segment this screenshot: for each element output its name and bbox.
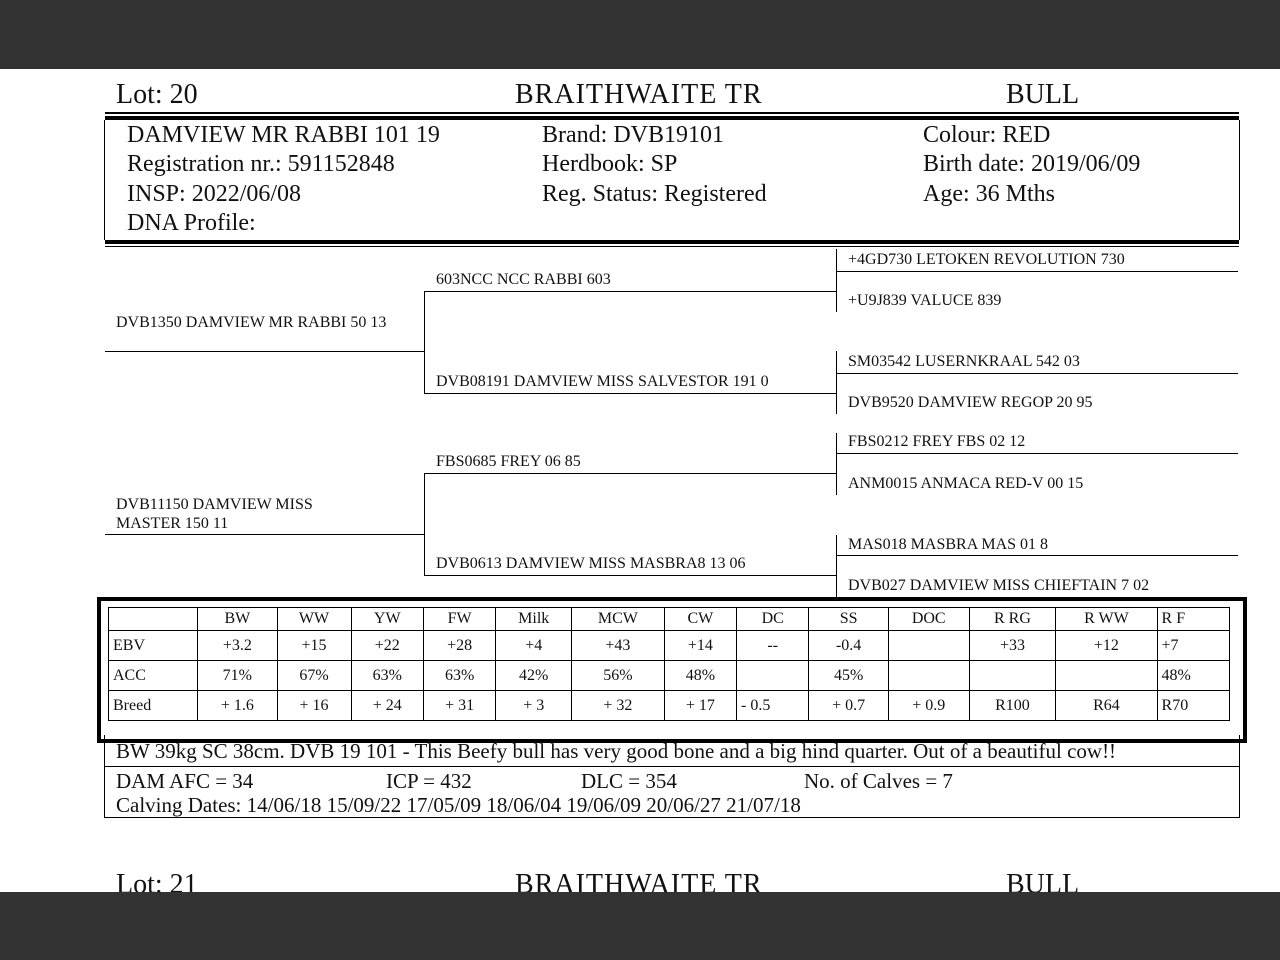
gg-7: MAS018 MASBRA MAS 01 8 [848, 536, 1049, 553]
catalog-page [0, 69, 1280, 892]
brand: Brand: DVB19101 [542, 122, 724, 148]
ebv-header-cell: DOC [888, 608, 969, 631]
gg-connector-4 [836, 535, 837, 597]
gg-divider-1 [836, 271, 1238, 272]
gg-divider-3 [836, 453, 1238, 454]
next-animal-sex: BULL [1006, 869, 1080, 892]
dna-profile: DNA Profile: [127, 210, 256, 236]
ebv-cell: +22 [351, 631, 423, 661]
ebv-cell: +14 [664, 631, 736, 661]
dam-afc: DAM AFC = 34 [116, 769, 254, 793]
dlc: DLC = 354 [581, 769, 677, 793]
acc-cell: 56% [572, 661, 665, 691]
gg-2: +U9J839 VALUCE 839 [848, 292, 1002, 309]
breed-row-label: Breed [109, 691, 198, 721]
age: Age: 36 Mths [923, 181, 1055, 207]
acc-cell: 63% [351, 661, 423, 691]
breed-cell: + 0.7 [809, 691, 888, 721]
herdbook: Herdbook: SP [542, 151, 678, 177]
acc-cell: 71% [198, 661, 277, 691]
breed-cell: + 1.6 [198, 691, 277, 721]
ebv-cell: +7 [1157, 631, 1229, 661]
ebv-cell: +33 [969, 631, 1056, 661]
ebv-header-cell: BW [198, 608, 277, 631]
animal-comment: BW 39kg SC 38cm. DVB 19 101 - This Beefy bull has very good bone and a big hind quarter. Out of a beautiful cow!! [116, 739, 1117, 763]
registration-number: Registration nr.: 591152848 [127, 151, 395, 177]
sire-line [105, 351, 424, 352]
ebv-header-cell [109, 608, 198, 631]
breed-cell: + 17 [664, 691, 736, 721]
dam-sire-line [424, 473, 836, 474]
sire-sire: 603NCC NCC RABBI 603 [436, 271, 611, 288]
ebv-row-label: EBV [109, 631, 198, 661]
acc-cell: 45% [809, 661, 888, 691]
ebv-cell: +3.2 [198, 631, 277, 661]
animal-name: DAMVIEW MR RABBI 101 19 [127, 122, 440, 148]
animal-sex: BULL [1006, 79, 1080, 110]
breed-cell: + 31 [423, 691, 495, 721]
gg-connector-2 [836, 351, 837, 414]
gg-5: FBS0212 FREY FBS 02 12 [848, 433, 1026, 450]
dam-line [105, 534, 424, 535]
ebv-header-cell: Milk [496, 608, 572, 631]
ebv-table [108, 607, 1230, 721]
ebv-header-cell: YW [351, 608, 423, 631]
ebv-header-cell: R RG [969, 608, 1056, 631]
next-breeder-name: BRAITHWAITE TR [515, 869, 763, 892]
colour: Colour: RED [923, 122, 1051, 148]
acc-cell: 48% [664, 661, 736, 691]
ebv-header-cell: FW [423, 608, 495, 631]
breed-cell: + 16 [277, 691, 351, 721]
gg-divider-2 [836, 373, 1238, 374]
acc-row [109, 661, 1230, 691]
sire: DVB1350 DAMVIEW MR RABBI 50 13 [116, 314, 387, 331]
info-rule-thin [105, 246, 1239, 247]
acc-cell [737, 661, 809, 691]
birth-date: Birth date: 2019/06/09 [923, 151, 1141, 177]
ebv-cell: +43 [572, 631, 665, 661]
gg-4: DVB9520 DAMVIEW REGOP 20 95 [848, 394, 1093, 411]
breed-cell: + 0.9 [888, 691, 969, 721]
breed-cell: - 0.5 [737, 691, 809, 721]
sire-connector [424, 291, 425, 393]
ebv-cell: +28 [423, 631, 495, 661]
acc-cell [969, 661, 1056, 691]
ebv-header-row [109, 608, 1230, 631]
ebv-header-cell: WW [277, 608, 351, 631]
gg-8: DVB027 DAMVIEW MISS CHIEFTAIN 7 02 [848, 577, 1150, 594]
gg-6: ANM0015 ANMACA RED-V 00 15 [848, 475, 1084, 492]
gg-1: +4GD730 LETOKEN REVOLUTION 730 [848, 251, 1125, 268]
gg-divider-4 [836, 555, 1238, 556]
breed-cell: + 3 [496, 691, 572, 721]
next-lot-number: Lot: 21 [116, 869, 198, 892]
ebv-cell: -0.4 [809, 631, 888, 661]
breed-cell: R64 [1056, 691, 1157, 721]
header-rule-thin [105, 112, 1239, 114]
breed-cell: R100 [969, 691, 1056, 721]
inspection-date: INSP: 2022/06/08 [127, 181, 302, 207]
breeder-name: BRAITHWAITE TR [515, 79, 763, 110]
number-of-calves: No. of Calves = 7 [804, 769, 953, 793]
ebv-cell: +4 [496, 631, 572, 661]
acc-cell: 67% [277, 661, 351, 691]
sire-dam: DVB08191 DAMVIEW MISS SALVESTOR 191 0 [436, 373, 769, 390]
dam-dam-line [424, 575, 836, 576]
gg-3: SM03542 LUSERNKRAAL 542 03 [848, 353, 1080, 370]
acc-cell [1056, 661, 1157, 691]
ebv-cell: +15 [277, 631, 351, 661]
breed-cell: + 24 [351, 691, 423, 721]
acc-cell: 63% [423, 661, 495, 691]
dam-dam: DVB0613 DAMVIEW MISS MASBRA8 13 06 [436, 555, 746, 572]
sire-sire-line [424, 291, 836, 292]
ebv-header-cell: R WW [1056, 608, 1157, 631]
registration-status: Reg. Status: Registered [542, 181, 767, 207]
ebv-header-cell: DC [737, 608, 809, 631]
acc-cell [888, 661, 969, 691]
lot-number: Lot: 20 [116, 79, 198, 110]
breed-cell: R70 [1157, 691, 1229, 721]
acc-cell: 48% [1157, 661, 1229, 691]
acc-cell: 42% [496, 661, 572, 691]
dam-sire: FBS0685 FREY 06 85 [436, 453, 581, 470]
ebv-cell: +12 [1056, 631, 1157, 661]
info-rule-thick [105, 240, 1239, 244]
ebv-header-cell: SS [809, 608, 888, 631]
breed-row [109, 691, 1230, 721]
calving-dates: Calving Dates: 14/06/18 15/09/22 17/05/09 18/06/04 19/06/09 20/06/27 21/07/18 [116, 793, 801, 817]
breed-cell: + 32 [572, 691, 665, 721]
sire-dam-line [424, 393, 836, 394]
dam-connector [424, 473, 425, 575]
gg-connector-1 [836, 249, 837, 312]
acc-row-label: ACC [109, 661, 198, 691]
ebv-header-cell: MCW [572, 608, 665, 631]
ebv-header-cell: CW [664, 608, 736, 631]
dam: DVB11150 DAMVIEW MISS MASTER 150 11 [116, 496, 313, 532]
ebv-row [109, 631, 1230, 661]
icp: ICP = 432 [386, 769, 472, 793]
ebv-cell: -- [737, 631, 809, 661]
ebv-header-cell: R F [1157, 608, 1229, 631]
ebv-cell [888, 631, 969, 661]
gg-connector-3 [836, 433, 837, 495]
